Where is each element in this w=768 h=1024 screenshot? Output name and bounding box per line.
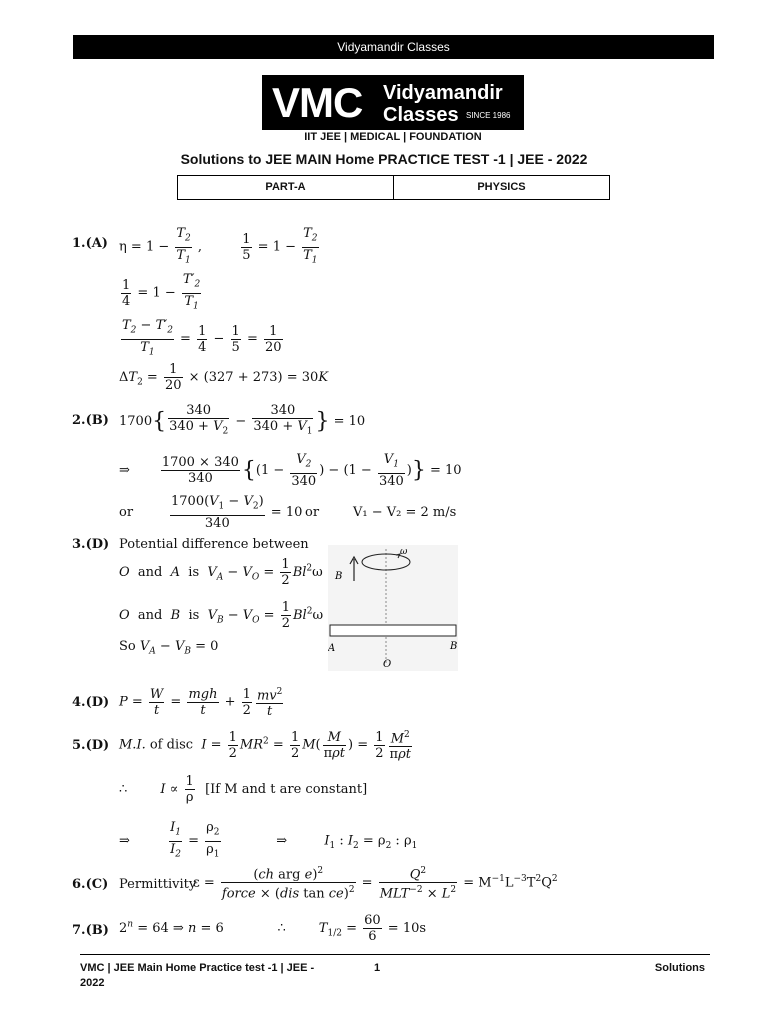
q6-label: 6.(C) [72, 877, 109, 892]
q4-eq: P = $\frac{W}{t}$ = $\frac{\text{mgh}}{t}$ + $\frac{1}{2}$ $\frac{mv^2}{t}$ [119, 686, 283, 720]
q2-eq1: 1700{ $\frac{340}{340 + V_2}$ − $\frac{340}{340 + V_1}$ } = 10 [119, 403, 366, 437]
q1-eq1: η = 1 − $\frac{T_2}{T_1}$ , $\frac{1}{5}$ = 1 − $\frac{T_2}{T_1}$ [119, 226, 318, 266]
q2-or2: or [305, 505, 320, 520]
q7-label: 7.(B) [72, 923, 109, 938]
header-bar-text: Vidyamandir Classes [337, 40, 450, 54]
q3-eq1: O and A is $V_A - V_O$ = $\frac{1}{2}$ Bl$^2$ω [119, 557, 323, 588]
logo-mark: VMC [272, 79, 363, 126]
part-table [177, 175, 610, 200]
q1-eq4: $\Delta T_2$ = $\frac{1}{20}$ × (327 + 273) = 30K [119, 362, 329, 393]
fig-label-field: B [335, 571, 343, 582]
q3-eq3: So $V_A - V_B = 0$ [119, 639, 219, 657]
q6-eq: ε = $\frac{(ch arg e)^2}{force \times (dis \tan ce)^2}$ = $\frac{Q^2}{MLT^{-2} \times L^2}$ = $M^{-1}L^{-3}T^2Q^2$ [193, 866, 558, 902]
footer-left-line1: VMC | JEE Main Home Practice test -1 | JEE - [80, 962, 315, 974]
footer-page-number: 1 [374, 962, 381, 974]
subject-cell: PHYSICS [477, 181, 526, 193]
logo-tagline: IIT JEE | MEDICAL | FOUNDATION [304, 131, 482, 143]
q6-text: Permittivity [119, 877, 197, 892]
q2-eq3: $\frac{1700(V_1 - V_2)}{340}$ = 10 [171, 494, 303, 531]
q2-eq2: ⇒ $\frac{1700 \times 340}{340}$ {(1 − $\frac{V_2}{340}$ ) − (1 − $\frac{V_1}{340}$ )} = 10 [119, 452, 462, 489]
footer-rule [80, 954, 710, 955]
q2-result: V₁ − V₂ = 2 m/s [353, 505, 457, 520]
q3-text: Potential difference between [119, 537, 309, 552]
q3-label: 3.(D) [72, 537, 110, 552]
q7-eq: $2^n = 64$ ⇒ n = 6 ∴ $T_{1/2}$ = $\frac{60}{6}$ = 10s [119, 913, 427, 944]
q1-eq2: $\frac{1}{4}$ = 1 − $\frac{T'_2}{T_1}$ [122, 272, 201, 312]
header-bar [73, 35, 714, 59]
q1-eq3: $\frac{T_2 - T'_2}{T_1}$ = $\frac{1}{4}$ − $\frac{1}{5}$ = $\frac{1}{20}$ [122, 318, 282, 358]
document-title: Solutions to JEE MAIN Home PRACTICE TEST -1 | JEE - 2022 [180, 151, 588, 167]
logo-name-line2: Classes [383, 104, 459, 126]
logo-name-line1: Vidyamandir [383, 82, 503, 104]
logo-since: SINCE 1986 [466, 111, 511, 120]
q2-or1: or [119, 505, 134, 520]
footer-right: Solutions [654, 962, 705, 974]
fig-label-o: O [383, 659, 392, 670]
part-cell: PART-A [178, 176, 394, 199]
fig-label-b: B [450, 641, 458, 652]
q2-label: 2.(B) [72, 413, 109, 428]
fig-label-omega: ω [400, 547, 408, 557]
q5-eq2: ∴ I ∝ $\frac{1}{\rho}$ [If M and t are constant] [119, 774, 368, 805]
q5-label: 5.(D) [72, 738, 110, 753]
q3-figure [328, 545, 458, 671]
q5-note: [If M and t are constant] [205, 782, 368, 797]
q3-eq2: O and B is $V_B - V_O$ = $\frac{1}{2}$ Bl$^2$ω [119, 600, 324, 631]
q4-label: 4.(D) [72, 695, 110, 710]
footer-left-line2: 2022 [80, 977, 105, 989]
fig-label-a: A [328, 643, 336, 654]
rotating-rod-diagram [328, 545, 458, 671]
q1-label: 1.(A) [72, 236, 108, 251]
q5-eq3: ⇒ $\frac{I_1}{I_2}$ = $\frac{\rho_2}{\rho_1}$ ⇒ $I_1$ : $I_2 = \rho_2$ : $\rho_1$ [119, 820, 418, 860]
q5-eq1: M.I. of disc I = $\frac{1}{2}$ $MR^2$ = $\frac{1}{2}$ M( $\frac{M}{\text{πρt}}$ ) = $\frac{1}{2}$ $\frac{M^2}{\text{πρt}}$ [119, 729, 411, 763]
